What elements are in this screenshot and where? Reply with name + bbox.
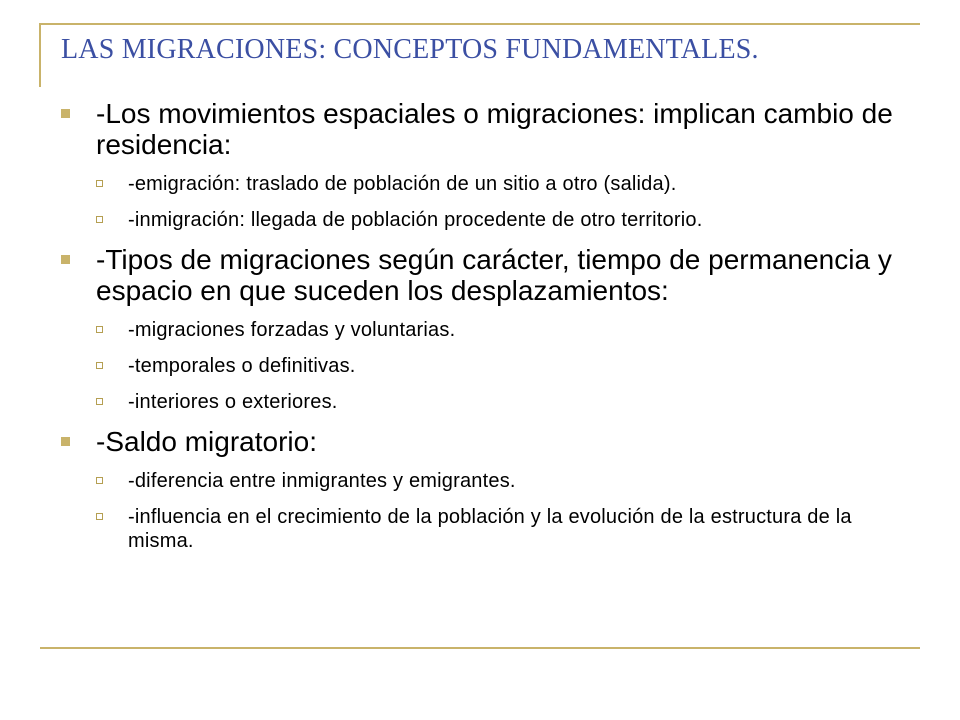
hollow-square-bullet-icon	[96, 477, 103, 484]
sub-bullet-text: -inmigración: llegada de población procedente de otro territorio.	[128, 209, 703, 231]
sub-bullet-item	[96, 318, 910, 342]
slide-title: LAS MIGRACIONES: CONCEPTOS FUNDAMENTALES.	[61, 34, 759, 65]
hollow-square-bullet-icon	[96, 513, 103, 520]
hollow-square-bullet-icon	[96, 216, 103, 223]
sub-bullet-list	[96, 469, 910, 553]
sub-bullet-item	[96, 469, 910, 493]
square-bullet-icon	[61, 255, 70, 264]
bullet-text: -Saldo migratorio:	[96, 426, 317, 457]
bullet-text: -Los movimientos espaciales o migraciones: implican cambio de residencia:	[96, 98, 893, 160]
sub-bullet-text: -influencia en el crecimiento de la población y la evolución de la estructura de la misma.	[128, 506, 852, 552]
sub-bullet-item	[96, 390, 910, 414]
sub-bullet-list	[96, 172, 910, 232]
sub-bullet-item	[96, 354, 910, 378]
hollow-square-bullet-icon	[96, 398, 103, 405]
sub-bullet-item	[96, 172, 910, 196]
slide-content	[60, 98, 910, 565]
sub-bullet-text: -migraciones forzadas y voluntarias.	[128, 319, 456, 341]
bullet-item	[60, 98, 910, 232]
bullet-item	[60, 244, 910, 414]
square-bullet-icon	[61, 437, 70, 446]
sub-bullet-text: -emigración: traslado de población de un sitio a otro (salida).	[128, 173, 677, 195]
bullet-item	[60, 426, 910, 553]
hollow-square-bullet-icon	[96, 362, 103, 369]
sub-bullet-text: -interiores o exteriores.	[128, 391, 338, 413]
sub-bullet-list	[96, 318, 910, 414]
sub-bullet-text: -temporales o definitivas.	[128, 355, 356, 377]
frame-top-rule	[40, 23, 920, 25]
sub-bullet-item	[96, 208, 910, 232]
frame-bottom-rule	[40, 647, 920, 649]
sub-bullet-text: -diferencia entre inmigrantes y emigrantes.	[128, 470, 516, 492]
hollow-square-bullet-icon	[96, 180, 103, 187]
bullet-text: -Tipos de migraciones según carácter, tiempo de permanencia y espacio en que suceden los desplazamientos:	[96, 244, 892, 306]
frame-left-rule	[39, 23, 41, 87]
sub-bullet-item	[96, 505, 910, 553]
hollow-square-bullet-icon	[96, 326, 103, 333]
square-bullet-icon	[61, 109, 70, 118]
